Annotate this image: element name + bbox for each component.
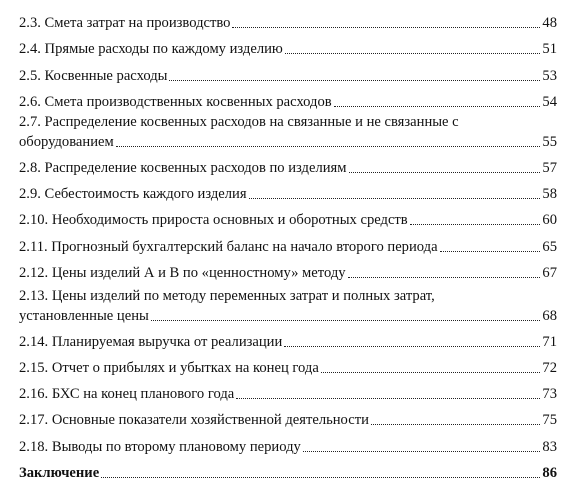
toc-entry-page: 58	[542, 186, 557, 203]
toc-entry-title: 2.10. Необходимость прироста основных и оборотных средств	[19, 212, 408, 229]
toc-entry-2-5[interactable]	[19, 58, 557, 84]
toc-entry-title-line1: 2.13. Цены изделий по методу переменных затрат и полных затрат,	[19, 287, 435, 304]
toc-entry-2-6[interactable]	[19, 85, 557, 111]
toc-entry-page: 55	[542, 133, 557, 150]
toc-entry-page: 73	[542, 386, 557, 403]
dot-leader	[101, 476, 540, 478]
dot-leader	[169, 79, 540, 81]
toc-entry-2-16[interactable]	[19, 377, 557, 403]
dot-leader	[410, 223, 541, 225]
toc-entry-2-9[interactable]	[19, 177, 557, 203]
toc-entry-2-14[interactable]	[19, 325, 557, 351]
toc-entry-page: 51	[542, 41, 557, 58]
toc-entry-title: 2.5. Косвенные расходы	[19, 67, 168, 84]
dot-leader	[284, 345, 540, 347]
dot-leader	[321, 371, 541, 373]
toc-entry-title: 2.15. Отчет о прибылях и убытках на конец года	[19, 360, 319, 377]
dot-leader	[151, 319, 541, 321]
toc-entry-page: 67	[542, 264, 557, 281]
dot-leader	[349, 171, 541, 173]
toc-entry-title: 2.17. Основные показатели хозяйственной деятельности	[19, 412, 369, 429]
toc-entry-2-7[interactable]	[19, 111, 557, 151]
toc-entry-title: Заключение	[19, 464, 100, 481]
toc-entry-page: 60	[542, 212, 557, 229]
toc-entry-2-18[interactable]	[19, 429, 557, 455]
toc-entry-title: оборудованием	[19, 133, 114, 150]
dot-leader	[303, 450, 541, 452]
toc-entry-2-10[interactable]	[19, 203, 557, 229]
toc-entry-title: 2.9. Себестоимость каждого изделия	[19, 186, 247, 203]
toc-entry-page: 75	[542, 412, 557, 429]
toc-entry-2-17[interactable]	[19, 403, 557, 429]
toc-entry-2-3[interactable]	[19, 6, 557, 32]
toc-entry-2-11[interactable]	[19, 229, 557, 255]
toc-entry-title: 2.11. Прогнозный бухгалтерский баланс на начало второго периода	[19, 238, 438, 255]
toc-entry-title: 2.18. Выводы по второму плановому периоду	[19, 438, 301, 455]
toc-entry-title: 2.8. Распределение косвенных расходов по изделиям	[19, 159, 347, 176]
toc-entry-page: 57	[542, 159, 557, 176]
dot-leader	[232, 26, 540, 28]
dot-leader	[249, 197, 541, 199]
toc-entry-conclusion[interactable]	[19, 456, 557, 482]
dot-leader	[440, 250, 541, 252]
dot-leader	[285, 52, 541, 54]
table-of-contents	[19, 6, 557, 482]
toc-entry-title: 2.6. Смета производственных косвенных расходов	[19, 93, 332, 110]
toc-entry-page: 65	[542, 238, 557, 255]
toc-entry-title: 2.16. БХС на конец планового года	[19, 386, 235, 403]
toc-entry-2-15[interactable]	[19, 351, 557, 377]
toc-entry-page: 86	[542, 464, 557, 481]
toc-entry-2-13[interactable]	[19, 282, 557, 325]
dot-leader	[116, 145, 541, 147]
toc-entry-page: 71	[542, 333, 557, 350]
toc-entry-2-8[interactable]	[19, 151, 557, 177]
toc-entry-page: 54	[542, 93, 557, 110]
toc-entry-page: 48	[542, 15, 557, 32]
dot-leader	[236, 397, 540, 399]
toc-entry-title: 2.3. Смета затрат на производство	[19, 15, 231, 32]
toc-entry-2-4[interactable]	[19, 32, 557, 58]
toc-entry-title-line1: 2.7. Распределение косвенных расходов на связанные и не связанные с	[19, 113, 459, 130]
toc-entry-title: установленные цены	[19, 307, 149, 324]
dot-leader	[348, 276, 541, 278]
toc-entry-title: 2.12. Цены изделий А и В по «ценностному» методу	[19, 264, 346, 281]
toc-entry-page: 72	[542, 360, 557, 377]
toc-entry-page: 53	[542, 67, 557, 84]
dot-leader	[371, 423, 541, 425]
toc-entry-title: 2.4. Прямые расходы по каждому изделию	[19, 41, 283, 58]
dot-leader	[334, 105, 541, 107]
toc-entry-2-12[interactable]	[19, 256, 557, 282]
toc-entry-page: 83	[542, 438, 557, 455]
toc-entry-title: 2.14. Планируемая выручка от реализации	[19, 333, 283, 350]
toc-entry-page: 68	[542, 307, 557, 324]
